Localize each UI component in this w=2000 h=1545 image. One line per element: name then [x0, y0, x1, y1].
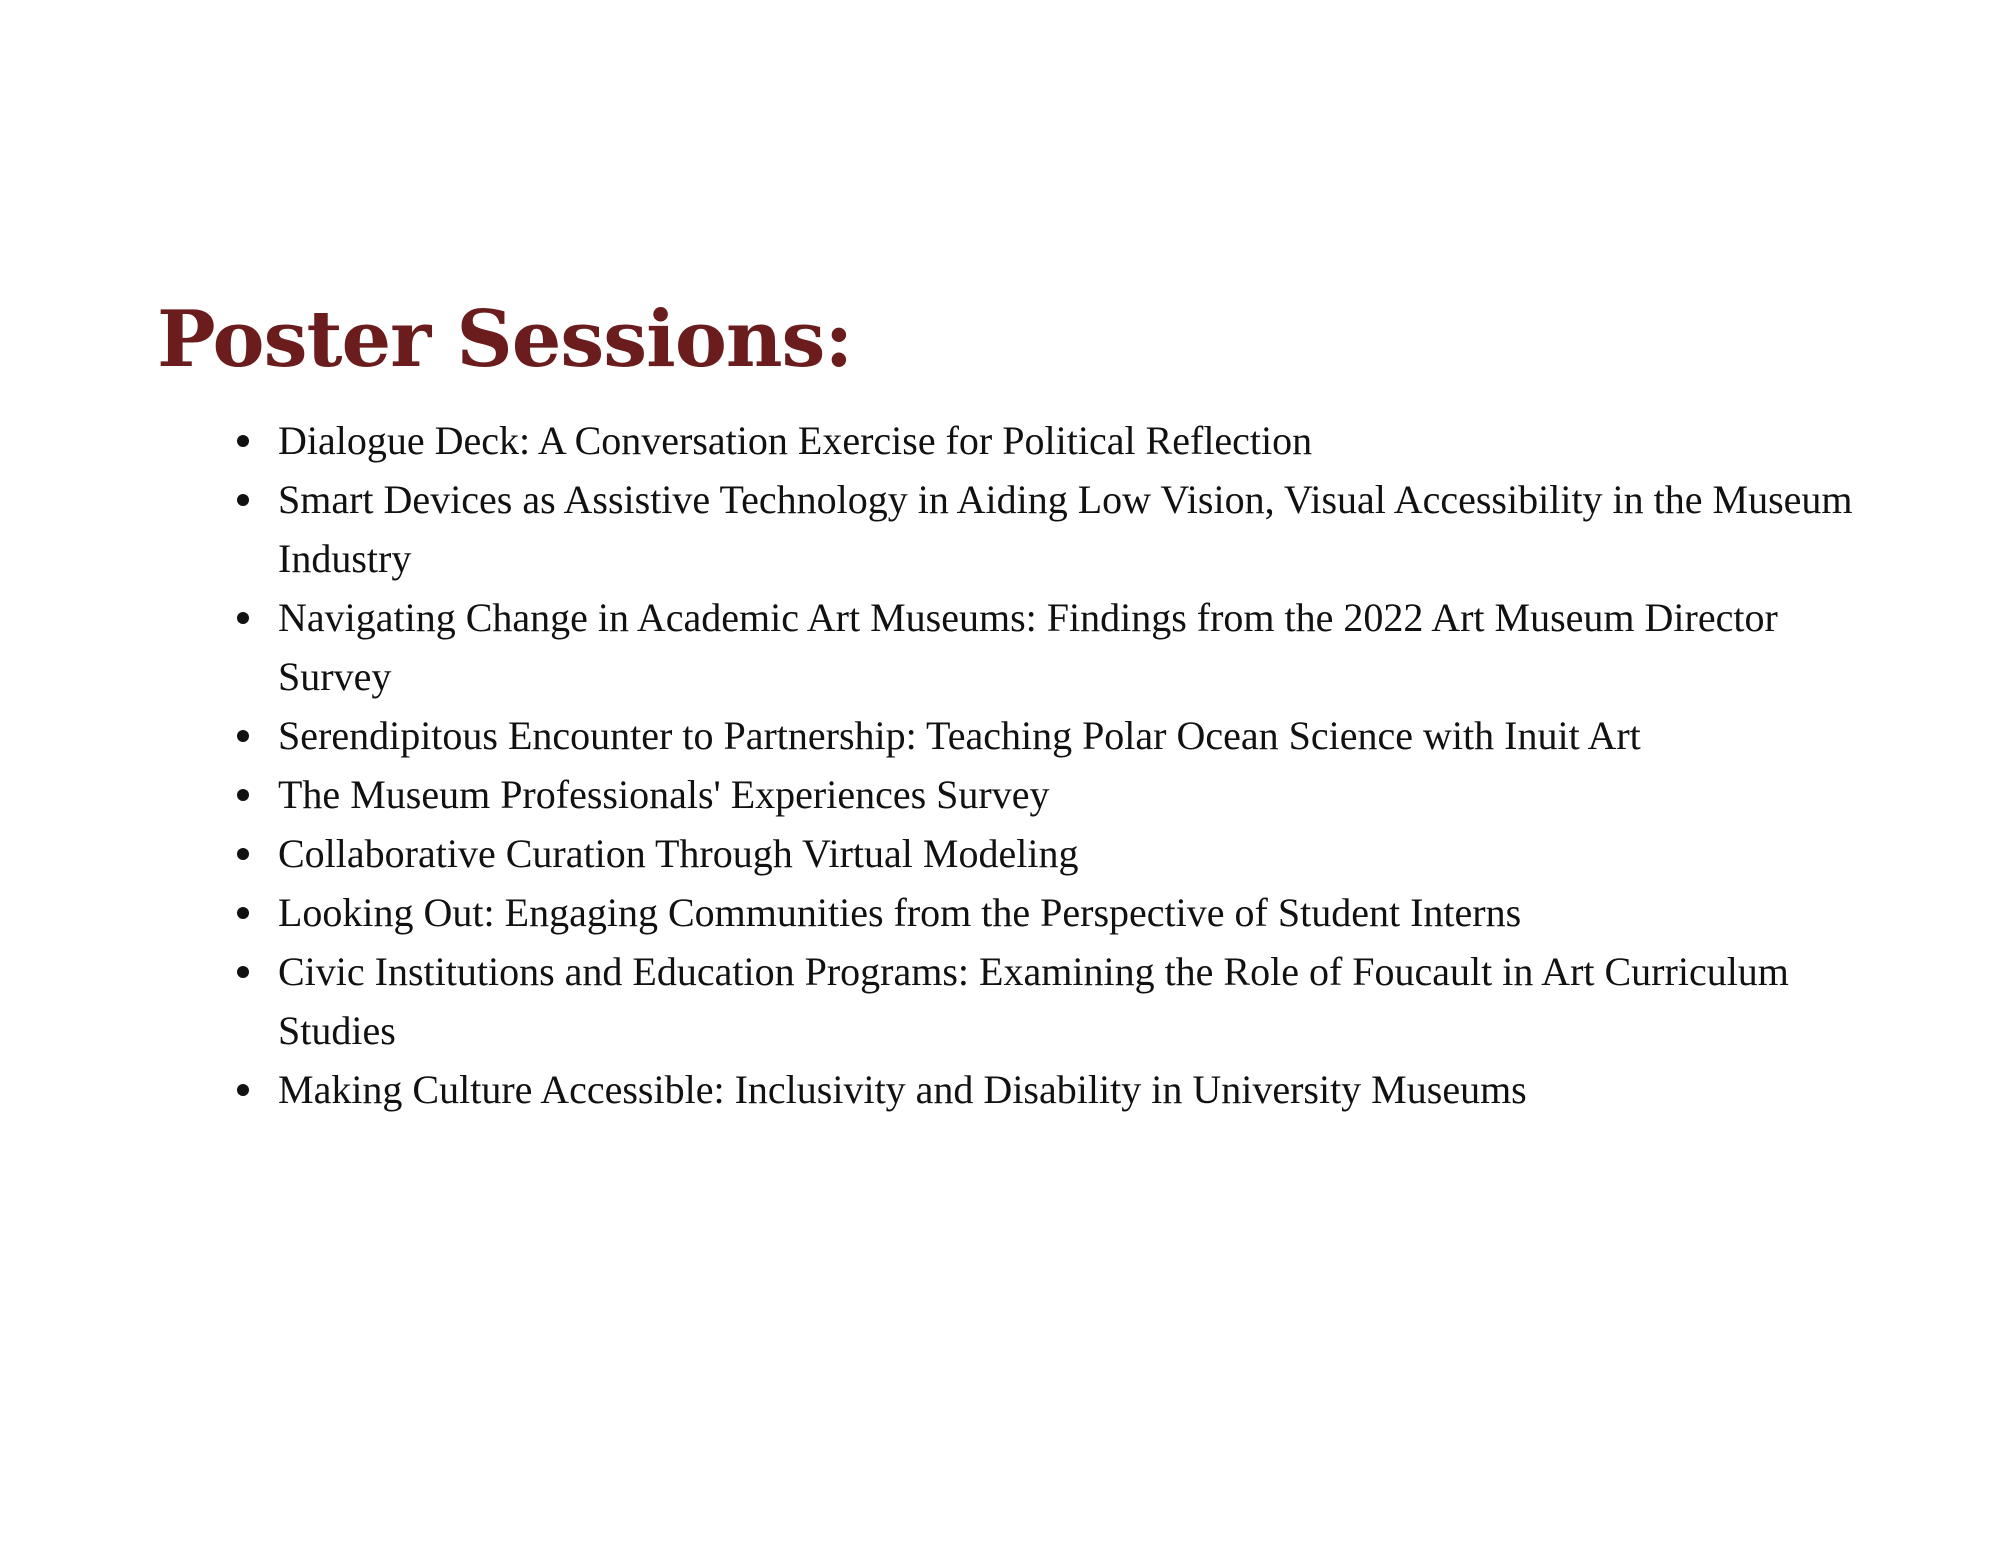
session-title: Dialogue Deck: A Conversation Exercise for Political Reflection	[278, 418, 1313, 463]
list-item	[233, 883, 1873, 942]
list-item	[233, 824, 1873, 883]
session-title: Serendipitous Encounter to Partnership: Teaching Polar Ocean Science with Inuit Art	[278, 713, 1641, 758]
list-item	[233, 706, 1873, 765]
bullet-icon	[237, 494, 249, 506]
session-title: Making Culture Accessible: Inclusivity and Disability in University Museums	[278, 1067, 1527, 1112]
list-item	[233, 588, 1873, 706]
session-title: Smart Devices as Assistive Technology in Aiding Low Vision, Visual Accessibility in the Museum Industry	[278, 477, 1853, 581]
bullet-icon	[237, 966, 249, 978]
session-title: Civic Institutions and Education Programs: Examining the Role of Foucault in Art Curriculum Studies	[278, 949, 1789, 1053]
bullet-icon	[237, 1084, 249, 1096]
session-title: Collaborative Curation Through Virtual Modeling	[278, 831, 1079, 876]
session-title: Navigating Change in Academic Art Museums: Findings from the 2022 Art Museum Director Survey	[278, 595, 1778, 699]
session-title: Looking Out: Engaging Communities from the Perspective of Student Interns	[278, 890, 1522, 935]
list-item	[233, 411, 1873, 470]
list-item	[233, 942, 1873, 1060]
list-item	[233, 1060, 1873, 1119]
poster-session-list	[233, 411, 1873, 1119]
session-title: The Museum Professionals' Experiences Survey	[278, 772, 1050, 817]
bullet-icon	[237, 789, 249, 801]
page-title: Poster Sessions:	[157, 294, 853, 385]
list-item	[233, 765, 1873, 824]
bullet-icon	[237, 612, 249, 624]
bullet-icon	[237, 730, 249, 742]
bullet-icon	[237, 848, 249, 860]
bullet-icon	[237, 907, 249, 919]
list-item	[233, 470, 1873, 588]
bullet-icon	[237, 435, 249, 447]
